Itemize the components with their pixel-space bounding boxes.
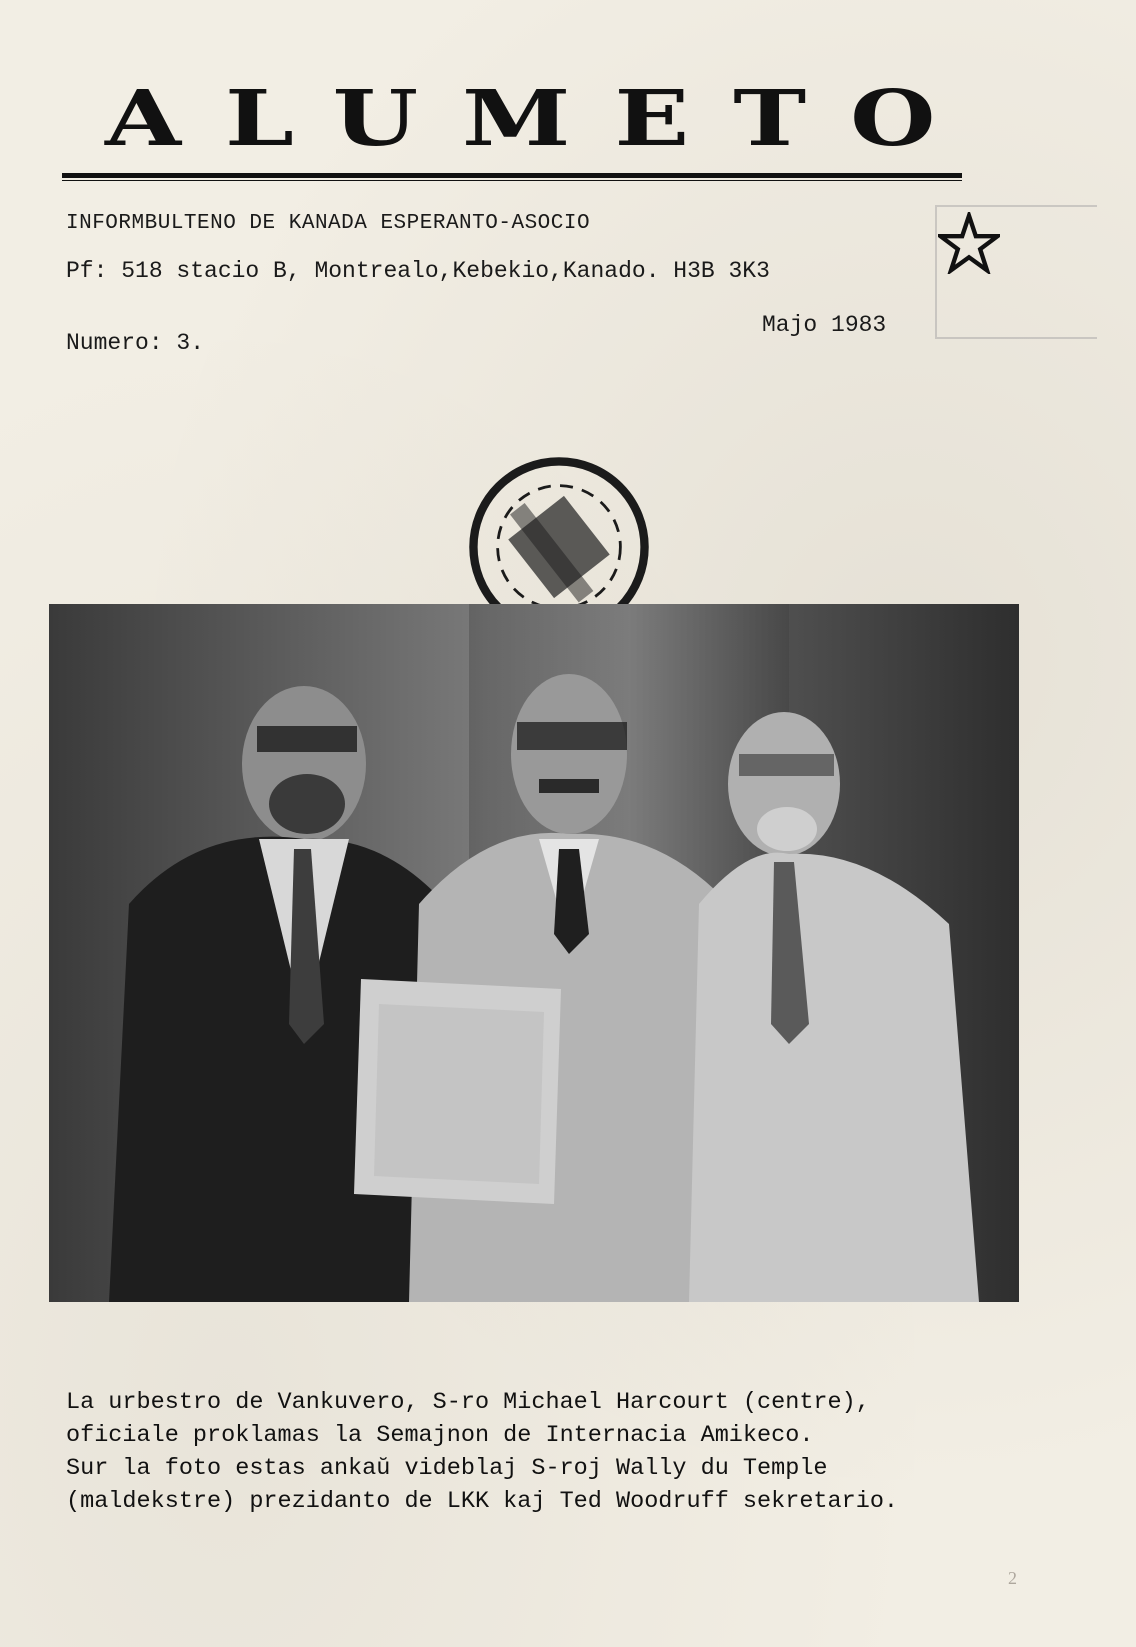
issue-date: Majo 1983 (762, 312, 887, 338)
postal-address: Pf: 518 stacio B, Montrealo,Kebekio,Kanado. H3B 3K3 (66, 258, 770, 284)
publication-subtitle: INFORMBULTENO DE KANADA ESPERANTO-ASOCIO (66, 212, 591, 235)
caption-line: oficiale proklamas la Semajnon de Internacia Amikeco. (66, 1422, 814, 1449)
issue-number: Numero: 3. (66, 330, 205, 356)
caption-line: La urbestro de Vankuvero, S-ro Michael Harcourt (centre), (66, 1389, 870, 1416)
star-icon (938, 212, 1000, 274)
photo-caption (66, 1386, 1086, 1518)
masthead-rule-thin (62, 180, 962, 181)
caption-line: (maldekstre) prezidanto de LKK kaj Ted Woodruff sekretario. (66, 1488, 899, 1515)
caption-line: Sur la foto estas ankaŭ videblaj S-roj Wally du Temple (66, 1455, 828, 1482)
masthead-rule (62, 173, 962, 178)
page-number: 2 (1008, 1568, 1017, 1588)
event-photograph (49, 604, 1019, 1302)
masthead-title: ALUMETO (105, 73, 980, 164)
